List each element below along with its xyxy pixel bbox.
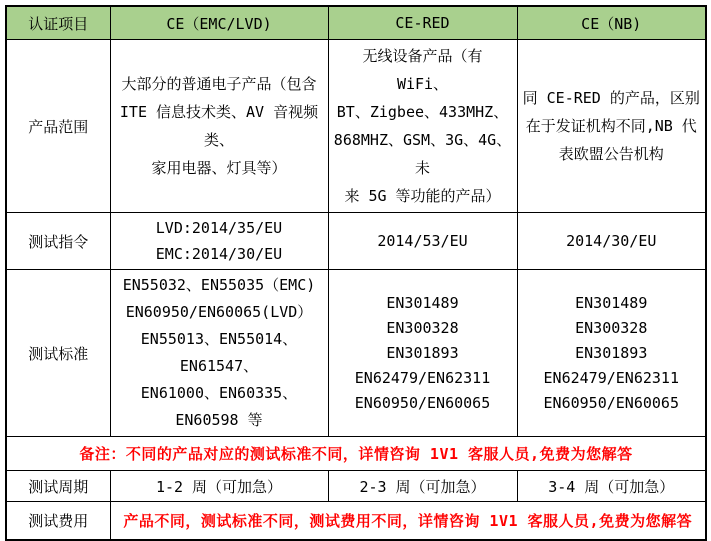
period-cell-ce-nb: 3-4 周（可加急） (517, 471, 706, 502)
header-cell-ce-emc-lvd: CE（EMC/LVD) (110, 6, 328, 40)
text-line: EN55032、EN55035（EMC) (122, 276, 316, 294)
row-label-test-fee: 测试费用 (6, 502, 110, 540)
fee-text: 产品不同，测试标准不同，测试费用不同，详情咨询 1V1 客服人员,免费为您解答 (110, 502, 706, 540)
text-line: EN61000、EN60335、EN60598 等 (140, 384, 298, 429)
text-line: EN301893 (386, 343, 459, 362)
directive-cell-ce-red (328, 213, 517, 270)
header-cell-item: 认证项目 (6, 6, 110, 40)
text-line: EN60950/EN60065(LVD） (125, 303, 313, 321)
period-cell-ce-emc-lvd: 1-2 周（可加急） (110, 471, 328, 502)
directive-cell-ce-nb (517, 213, 706, 270)
standards-cell-ce-emc-lvd (110, 270, 328, 437)
row-label-test-period: 测试周期 (6, 471, 110, 502)
row-label-test-directive: 测试指令 (6, 213, 110, 270)
text-line: 家用电器、灯具等） (151, 159, 287, 177)
row-test-fee (6, 502, 706, 540)
text-line: EN300328 (386, 318, 459, 337)
text-line: LVD:2014/35/EU (155, 219, 283, 237)
directive-cell-ce-emc-lvd (110, 213, 328, 270)
row-test-directive (6, 213, 706, 270)
text-line: EN300328 (575, 318, 648, 337)
text-line: EN60950/EN60065 (354, 393, 491, 412)
text-line: EN55013、EN55014、EN61547、 (140, 330, 298, 375)
text-line: EN62479/EN62311 (543, 368, 679, 387)
table-header-row (6, 6, 706, 40)
certification-table (5, 5, 707, 541)
text-line: 大部分的普通电子产品（包含 (121, 75, 317, 93)
row-remark (6, 437, 706, 471)
text-line: 无线设备产品（有 WiFi、 (362, 47, 483, 93)
text-line: 在于发证机构不同,NB 代 (525, 117, 697, 135)
text-line: ITE 信息技术类、AV 音视频类、 (119, 103, 319, 149)
header-cell-ce-nb: CE（NB) (517, 6, 706, 40)
text-line: EN301893 (575, 343, 648, 362)
scope-cell-ce-emc-lvd (110, 40, 328, 213)
text-line: 2014/53/EU (377, 232, 468, 250)
standards-cell-ce-red (328, 270, 517, 437)
standards-cell-ce-nb (517, 270, 706, 437)
text-line: 同 CE-RED 的产品，区别 (522, 89, 700, 107)
period-cell-ce-red: 2-3 周（可加急） (328, 471, 517, 502)
row-label-test-standards: 测试标准 (6, 270, 110, 437)
row-product-scope (6, 40, 706, 213)
text-line: EN62479/EN62311 (354, 368, 491, 387)
scope-cell-ce-red (328, 40, 517, 213)
text-line: EN301489 (386, 293, 459, 312)
row-label-product-scope: 产品范围 (6, 40, 110, 213)
text-line: EMC:2014/30/EU (155, 245, 283, 263)
text-line: EN60950/EN60065 (543, 393, 679, 412)
header-cell-ce-red: CE-RED (328, 6, 517, 40)
scope-cell-ce-nb (517, 40, 706, 213)
row-test-period (6, 471, 706, 502)
text-line: 来 5G 等功能的产品） (344, 187, 501, 205)
text-line: 2014/30/EU (566, 232, 657, 250)
text-line: 868MHZ、GSM、3G、4G、未 (333, 131, 512, 177)
row-test-standards (6, 270, 706, 437)
text-line: 表欧盟公告机构 (558, 145, 664, 163)
remark-text: 备注：不同的产品对应的测试标准不同，详情咨询 1V1 客服人员,免费为您解答 (6, 437, 706, 471)
text-line: BT、Zigbee、433MHZ、 (336, 103, 509, 121)
text-line: EN301489 (575, 293, 648, 312)
